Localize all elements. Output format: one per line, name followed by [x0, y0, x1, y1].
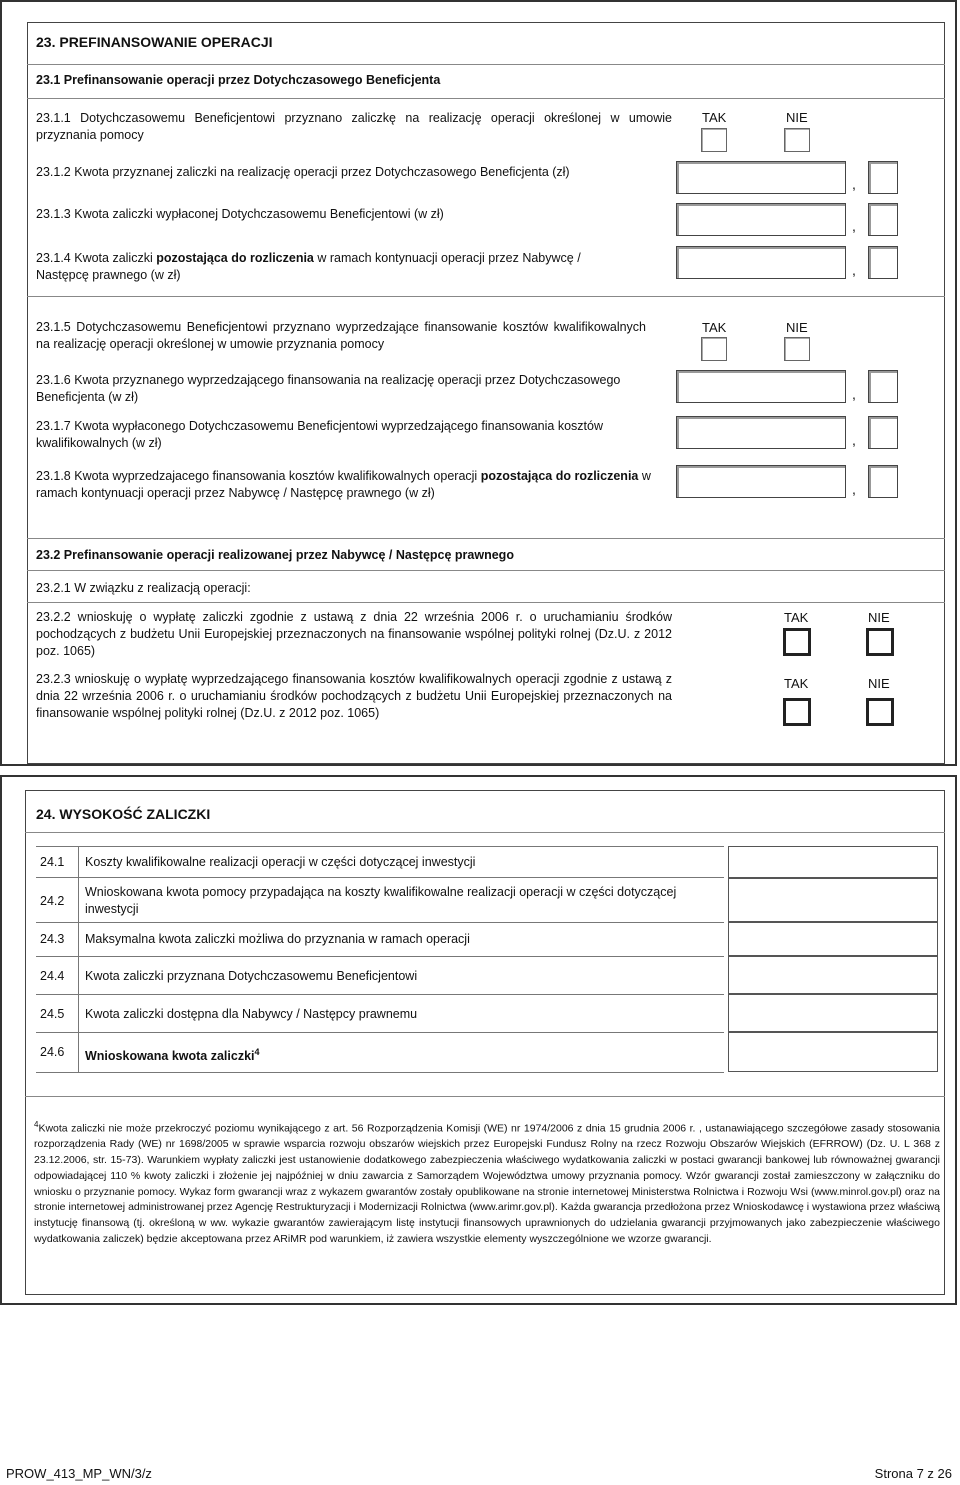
divider	[25, 1096, 945, 1097]
question-23-1-2: 23.1.2 Kwota przyznanej zaliczki na realizację operacji przez Dotychczasowego Beneficjenta (zł)	[36, 165, 570, 179]
question-23-2-2: 23.2.2 wnioskuję o wypłatę zaliczki zgodnie z ustawą z dnia 22 września 2006 r. o uruchamianiu środków pochodzących z budżetu Unii Europejskiej przeznaczonych na finansowanie wspólnej polityki rolnej (Dz.U. z 2012 poz. 1065)	[36, 610, 672, 658]
row-24-6-label: Wnioskowana kwota zaliczki	[85, 1049, 255, 1064]
checkbox-23-2-3-nie[interactable]	[866, 698, 894, 726]
amount-field-23-1-2[interactable]	[676, 161, 846, 194]
row-line	[36, 1072, 724, 1073]
subsection-23-2-title: 23.2 Prefinansowanie operacji realizowanej przez Nabywcę / Następcę prawnego	[36, 548, 514, 562]
decimal-field-23-1-8[interactable]	[868, 465, 898, 498]
row-line	[36, 994, 724, 995]
value-field-24-2[interactable]	[728, 878, 938, 922]
divider	[27, 570, 945, 571]
amount-field-23-1-8[interactable]	[676, 465, 846, 498]
decimal-comma: ,	[852, 176, 856, 192]
row-24-4-num: 24.4	[40, 969, 65, 983]
amount-field-23-1-7[interactable]	[676, 416, 846, 449]
row-24-5-num: 24.5	[40, 1007, 65, 1021]
row-24-6-num: 24.6	[40, 1045, 65, 1059]
value-field-24-3[interactable]	[728, 922, 938, 956]
checkbox-23-1-1-nie[interactable]	[784, 128, 810, 152]
question-23-1-4-b: pozostająca do rozliczenia	[156, 251, 314, 265]
divider	[27, 296, 945, 297]
question-23-1-7: 23.1.7 Kwota wypłaconego Dotychczasowemu Beneficjentowi wyprzedzającego finansowania kosztów kwalifikowalnych (w zł)	[36, 419, 603, 450]
nie-label: NIE	[868, 610, 890, 625]
divider	[25, 832, 945, 833]
checkbox-23-2-2-nie[interactable]	[866, 628, 894, 656]
row-24-2-label: Wnioskowana kwota pomocy przypadająca na koszty kwalifikowalne realizacji operacji w części dotyczącej inwestycji	[85, 885, 677, 916]
row-24-5-label: Kwota zaliczki dostępna dla Nabywcy / Następcy prawnemu	[85, 1007, 418, 1021]
value-field-24-6[interactable]	[728, 1032, 938, 1072]
nie-label: NIE	[786, 320, 808, 335]
value-field-24-5[interactable]	[728, 994, 938, 1032]
value-field-24-1[interactable]	[728, 846, 938, 878]
amount-field-23-1-3[interactable]	[676, 203, 846, 236]
question-23-1-4	[36, 250, 636, 284]
decimal-field-23-1-7[interactable]	[868, 416, 898, 449]
divider	[27, 602, 945, 603]
question-23-1-5: 23.1.5 Dotychczasowemu Beneficjentowi przyznano wyprzedzające finansowanie kosztów kwalifikowalnych na realizację operacji określonej w umowie przyznania pomocy	[36, 320, 646, 351]
row-col-divider	[78, 846, 79, 1072]
row-24-1-num: 24.1	[40, 855, 65, 869]
footnote-text: Kwota zaliczki nie może przekroczyć poziomu wynikającego z art. 56 Rozporządzenia Komisji (WE) nr 1974/2006 z dnia 15 grudnia 2006 r. , ustanawiającego szczegółowe zasady stosowania rozporządzenia Rady (WE) nr 1698/2005 w sprawie wsparcia rozwoju obszarów wiejskich przez Europejski Fundusz Rolny na rzecz Rozwoju Obszarów Wiejskich (EFRROW) (Dz. U. L 368 z 23.12.2006, str. 15-73). Warunkiem wypłaty zaliczki jest ustanowienie dodatkowego zabezpieczenia właściwego wydatkowania zaliczki w postaci gwarancji bankowej lub równoważnej gwarancji odpowiadającej 110 % kwoty zaliczki i złożenie jej najpóźniej w dniu zawarcia z Samorządem Województwa umowy przyznania pomocy. Wzór gwarancji został zamieszczony w załączniku do wniosku o przyznanie pomocy. Wykaz form gwarancji wraz z wykazem gwarantów zostały opublikowane na stronie internetowej Ministerstwa Rolnictwa i Rozwoju Wsi (www.minrol.gov.pl) oraz na stronie internetowej administrowanej przez Agencję Restrukturyzacji i Modernizacji Rolnictwa (www.arimr.gov.pl). Każda gwarancja przedłożona przez Wnioskodawcę i wystawiona przez właściwą instytucję finansową (tj. określoną w ww. wykazie gwarantów zawierającym listę instytucji finansowych uprawnionych do udzielania gwarancji przyjmowanych jako zabezpieczenie właściwego wydatkowania zaliczek) będzie akceptowana przez ARiMR pod warunkiem, iż zawiera wszystkie elementy wyszczególnione we wzorze gwarancji.	[34, 1122, 940, 1246]
footer-page-number: Strona 7 z 26	[874, 1466, 952, 1481]
question-23-1-3: 23.1.3 Kwota zaliczki wypłaconej Dotychczasowemu Beneficjentowi (w zł)	[36, 207, 444, 221]
nie-label: NIE	[786, 110, 808, 125]
checkbox-23-1-1-tak[interactable]	[701, 128, 727, 152]
subsection-23-1-title: 23.1 Prefinansowanie operacji przez Dotychczasowego Beneficjenta	[36, 73, 441, 87]
decimal-comma: ,	[852, 262, 856, 278]
decimal-field-23-1-4[interactable]	[868, 246, 898, 279]
question-23-1-8	[36, 468, 656, 502]
divider	[27, 98, 945, 99]
amount-field-23-1-6[interactable]	[676, 370, 846, 403]
question-23-1-8-c: w ramach kontynuacji operacji przez Nabywcę / Następcę prawnego (w zł)	[36, 469, 651, 500]
decimal-comma: ,	[852, 386, 856, 402]
row-line	[36, 1032, 724, 1033]
tak-label: TAK	[784, 676, 809, 691]
question-23-1-4-c: w ramach kontynuacji operacji przez Nabywcę / Następcę prawnego (w zł)	[36, 251, 581, 282]
row-24-1-label: Koszty kwalifikowalne realizacji operacji w części dotyczącej inwestycji	[85, 855, 476, 869]
checkbox-23-1-5-nie[interactable]	[784, 337, 810, 361]
decimal-field-23-1-3[interactable]	[868, 203, 898, 236]
checkbox-23-2-3-tak[interactable]	[783, 698, 811, 726]
checkbox-23-2-2-tak[interactable]	[783, 628, 811, 656]
decimal-comma: ,	[852, 218, 856, 234]
row-24-3-label: Maksymalna kwota zaliczki możliwa do przyznania w ramach operacji	[85, 932, 470, 946]
row-24-4-label: Kwota zaliczki przyznana Dotychczasowemu Beneficjentowi	[85, 969, 418, 983]
nie-label: NIE	[868, 676, 890, 691]
section-24-title: 24. WYSOKOŚĆ ZALICZKI	[36, 806, 211, 822]
question-23-1-8-b: pozostająca do rozliczenia	[480, 469, 639, 483]
decimal-comma: ,	[852, 432, 856, 448]
decimal-field-23-1-6[interactable]	[868, 370, 898, 403]
section-23-title: 23. PREFINANSOWANIE OPERACJI	[36, 34, 273, 50]
question-23-2-3: 23.2.3 wnioskuję o wypłatę wyprzedzającego finansowania kosztów kwalifikowalnych operacji zgodnie z ustawą z dnia 22 września 2006 r. o uruchamianiu środków pochodzących z budżetu Unii Europejskiej przeznaczonych na finansowanie wspólnej polityki rolnej (Dz.U. z 2012 poz. 1065)	[36, 672, 672, 720]
decimal-comma: ,	[852, 481, 856, 497]
tak-label: TAK	[784, 610, 809, 625]
divider	[27, 538, 945, 539]
footnote	[34, 1117, 940, 1248]
row-line	[36, 956, 724, 957]
question-23-2-1: 23.2.1 W związku z realizacją operacji:	[36, 581, 251, 595]
decimal-field-23-1-2[interactable]	[868, 161, 898, 194]
tak-label: TAK	[702, 110, 727, 125]
question-23-1-8-a: 23.1.8 Kwota wyprzedzajacego finansowania kosztów kwalifikowalnych operacji	[36, 469, 481, 483]
question-23-1-6: 23.1.6 Kwota przyznanego wyprzedzającego finansowania na realizację operacji przez Dotychczasowego Beneficjenta (w zł)	[36, 373, 621, 404]
footnote-number: 4	[34, 1120, 39, 1129]
amount-field-23-1-4[interactable]	[676, 246, 846, 279]
value-field-24-4[interactable]	[728, 956, 938, 994]
row-24-3-num: 24.3	[40, 932, 65, 946]
checkbox-23-1-5-tak[interactable]	[701, 337, 727, 361]
question-23-1-1: 23.1.1 Dotychczasowemu Beneficjentowi przyznano zaliczkę na realizację operacji określonej w umowie przyznania pomocy	[36, 111, 672, 142]
footnote-ref: 4	[254, 1047, 260, 1057]
divider	[27, 64, 945, 65]
tak-label: TAK	[702, 320, 727, 335]
row-line	[36, 877, 724, 878]
row-24-6-label-wrap	[85, 1044, 260, 1065]
row-line	[36, 922, 724, 923]
row-24-2-num: 24.2	[40, 894, 65, 908]
row-line	[36, 846, 724, 847]
question-23-1-4-a: 23.1.4 Kwota zaliczki	[36, 251, 157, 265]
footer-form-code: PROW_413_MP_WN/3/z	[6, 1466, 152, 1481]
